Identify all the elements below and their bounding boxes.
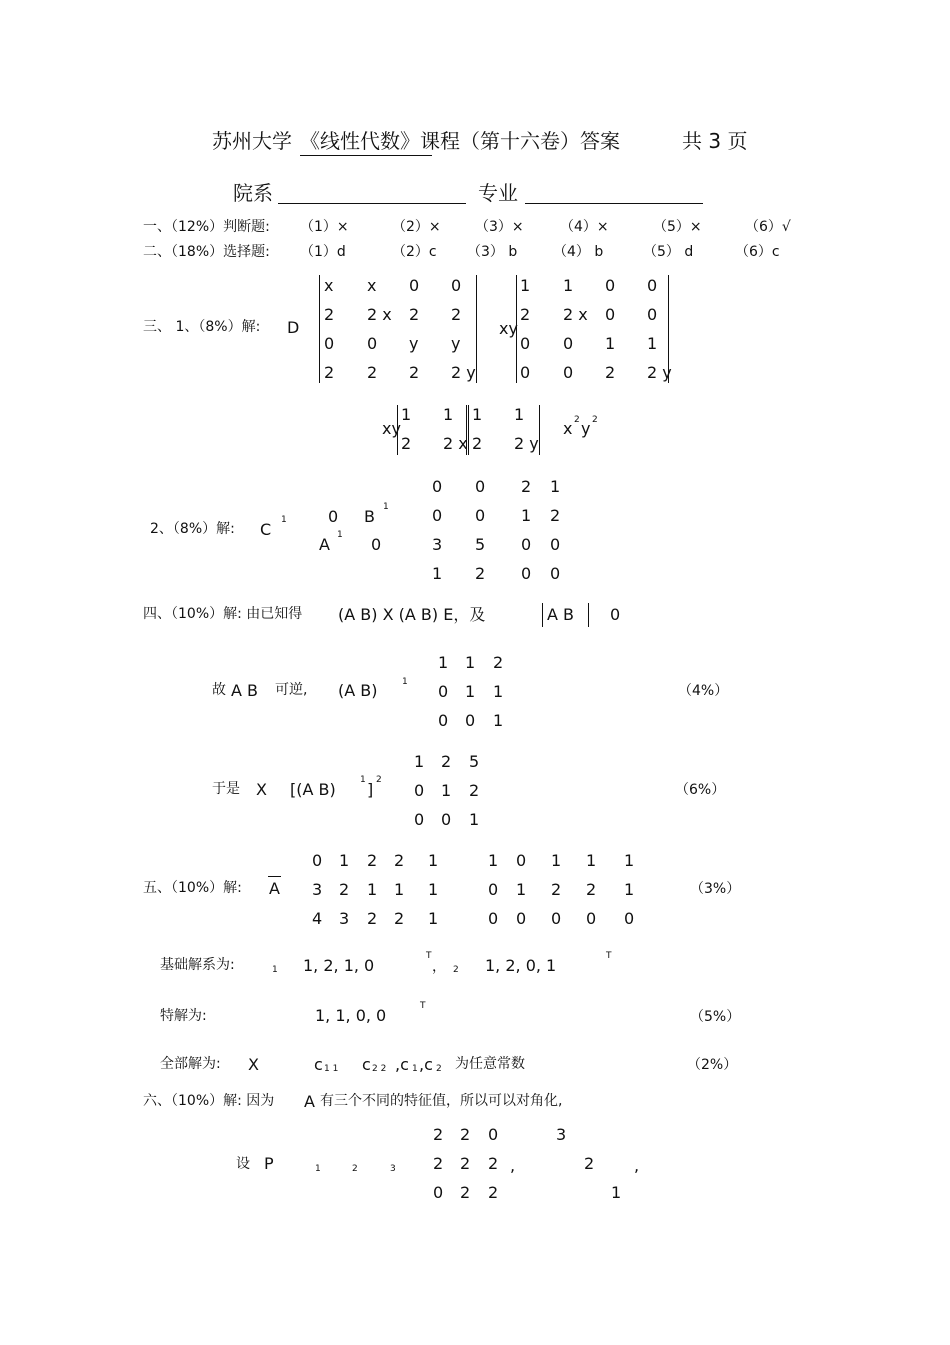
symbol-X: X: [256, 780, 267, 799]
matrix-cell: 0: [550, 535, 561, 554]
general-const-c1: ,c: [395, 1055, 409, 1074]
matrix-cell: 1: [367, 880, 378, 899]
general-c2: c: [362, 1055, 371, 1074]
q2-answer: （6）c: [735, 244, 780, 260]
det-symbol-D: D: [287, 318, 300, 337]
score-2pct: （2%）: [687, 1057, 738, 1073]
matrix-cell: 2: [409, 363, 420, 382]
x-square-exp: 2: [376, 775, 382, 785]
dept-blank: [278, 203, 466, 204]
matrix-cell: 0: [516, 851, 527, 870]
matrix-cell: 2: [367, 851, 378, 870]
matrix-cell: 1: [469, 810, 480, 829]
matrix-cell: 3: [432, 535, 443, 554]
xi1-sub: 1: [272, 965, 278, 975]
matrix-cell: 2: [460, 1183, 471, 1202]
result-x-exp: 2: [574, 415, 580, 425]
matrix-cell: 2: [409, 305, 420, 324]
matrix-cell: 1: [624, 851, 635, 870]
comma-1: ,: [510, 1156, 516, 1175]
matrix-cell: 0: [647, 276, 658, 295]
matrix-cell: 4: [312, 909, 323, 928]
matrix-cell: 2: [520, 305, 531, 324]
matrix-cell: 1: [488, 851, 499, 870]
matrix-cell: 3: [339, 909, 350, 928]
A-bar-line: [268, 876, 281, 877]
matrix-cell: 2: [451, 305, 462, 324]
set-label: 设: [236, 1156, 250, 1172]
matrix-cell: 0: [488, 909, 499, 928]
score-4pct: （4%）: [678, 683, 729, 699]
matrix-cell: 0: [465, 711, 476, 730]
general-const-c2-sub: 2: [436, 1064, 442, 1074]
matrix-cell: y: [409, 334, 419, 353]
symbol-P: P: [264, 1154, 274, 1173]
diag-2: 2: [584, 1154, 595, 1173]
matrix-cell: 0: [367, 334, 378, 353]
general-label: 全部解为:: [160, 1056, 221, 1072]
p-sub-1: 1: [315, 1164, 321, 1174]
p-sub-3: 3: [390, 1164, 396, 1174]
matrix-cell: 2: [493, 653, 504, 672]
matrix-cell: 0: [441, 810, 452, 829]
comma-2: ,: [634, 1156, 640, 1175]
matrix-cell: 2: [367, 909, 378, 928]
matrix-cell: 0: [438, 711, 449, 730]
matrix-cell: 1: [432, 564, 443, 583]
matrix-cell: 0: [488, 1125, 499, 1144]
general-c2-sub: 2 2: [372, 1064, 387, 1074]
matrix-cell: 0: [414, 781, 425, 800]
matrix-cell: 0: [550, 564, 561, 583]
q1-answer: （6）√: [745, 219, 791, 235]
matrix-cell: 0: [414, 810, 425, 829]
matrix-cell: 2 y: [514, 434, 539, 453]
title-prefix: 苏州大学: [212, 129, 292, 153]
general-const-c2: ,c: [419, 1055, 433, 1074]
matrix-cell: 2: [394, 909, 405, 928]
basis-T2: T: [606, 951, 612, 961]
title-underline: [300, 155, 432, 156]
matrix-cell: 2: [324, 363, 335, 382]
matrix-cell: 0: [520, 334, 531, 353]
q2-answer: （3） b: [467, 244, 518, 260]
matrix-cell: 1: [428, 851, 439, 870]
factor-xy: xy: [499, 319, 518, 338]
matrix-cell: 2: [475, 564, 486, 583]
matrix-cell: 0: [438, 682, 449, 701]
matrix-cell: 2: [469, 781, 480, 800]
det1-left-bar: [319, 275, 320, 383]
matrix-cell: 1: [624, 880, 635, 899]
q3-label-2: 2、（8%）解:: [150, 521, 235, 537]
factor-xy-2: xy: [382, 419, 401, 438]
matrix-cell: 1: [551, 851, 562, 870]
q6-label: 六、（10%）解: 因为: [143, 1093, 275, 1109]
matrix-cell: 2 y: [647, 363, 672, 382]
matrix-cell: 1: [443, 405, 454, 424]
matrix-cell: 2: [488, 1183, 499, 1202]
matrix-cell: 1: [563, 276, 574, 295]
invertible-text: 可逆,: [275, 682, 308, 698]
matrix-cell: 1: [586, 851, 597, 870]
matrix-cell: 2: [488, 1154, 499, 1173]
q1-label: 一、（12%）判断题:: [143, 219, 270, 235]
matrix-cell: 1: [414, 752, 425, 771]
matrix-cell: 0: [432, 477, 443, 496]
det4-right-bar: [539, 405, 540, 455]
basis-T1: T: [426, 951, 432, 961]
x-expression-close: ]: [367, 780, 374, 799]
matrix-cell: 0: [516, 909, 527, 928]
matrix-cell: 2: [460, 1125, 471, 1144]
q1-answer: （2）×: [392, 219, 441, 235]
matrix-cell: 5: [469, 752, 480, 771]
matrix-cell: 1: [605, 334, 616, 353]
matrix-cell: y: [451, 334, 461, 353]
diag-1: 3: [556, 1125, 567, 1144]
matrix-cell: 2: [605, 363, 616, 382]
q4-label: 四、（10%）解: 由已知得: [143, 606, 303, 622]
q3-label-1: 三、 1、（8%）解:: [143, 319, 261, 335]
dept-label: 院系: [233, 181, 273, 205]
q2-answer: （1）d: [300, 244, 346, 260]
result-x: x: [563, 419, 573, 438]
general-X: X: [248, 1055, 259, 1074]
q1-answer: （1）×: [300, 219, 349, 235]
det1-right-bar: [476, 275, 477, 383]
matrix-cell: 5: [475, 535, 486, 554]
matrix-cell: 1: [428, 880, 439, 899]
matrix-cell: 1: [647, 334, 658, 353]
inverse-expr: (A B): [338, 681, 378, 700]
matrix-cell: 0: [563, 334, 574, 353]
general-c1: c: [314, 1055, 323, 1074]
q1-answer: （5）×: [653, 219, 702, 235]
matrix-cell: 1: [521, 506, 532, 525]
x-expression: [(A B): [290, 780, 336, 799]
matrix-cell: 2 x: [563, 305, 588, 324]
det2-left-bar: [516, 275, 517, 383]
matrix-cell: 2 x: [443, 434, 468, 453]
matrix-cell: 0: [488, 880, 499, 899]
matrix-cell: 1: [550, 477, 561, 496]
therefore-label: 故: [212, 682, 226, 698]
det-ab: A B: [547, 605, 575, 624]
matrix-cell: 0: [605, 276, 616, 295]
inverse-exp: 1: [402, 677, 408, 687]
q1-answer: （3）×: [475, 219, 524, 235]
p-sub-2: 2: [352, 1164, 358, 1174]
matrix-cell: 2: [324, 305, 335, 324]
q6-A: A: [304, 1092, 315, 1111]
matrix-cell: 0: [551, 909, 562, 928]
matrix-cell: 1: [401, 405, 412, 424]
block-zero-2: 0: [371, 535, 382, 554]
matrix-cell: 0: [605, 305, 616, 324]
q6-text: 有三个不同的特征值，所以可以对角化,: [320, 1093, 563, 1109]
matrix-cell: 0: [475, 506, 486, 525]
matrix-cell: 0: [624, 909, 635, 928]
matrix-cell: 1: [520, 276, 531, 295]
matrix-cell: 0: [563, 363, 574, 382]
det-ab-right-bar: [588, 603, 589, 627]
diag-3: 1: [611, 1183, 622, 1202]
matrix-cell: x: [324, 276, 334, 295]
block-A: A: [319, 535, 330, 554]
title-suffix: 课程（第十六卷）答案: [420, 129, 620, 153]
det-zero: 0: [610, 605, 621, 624]
matrix-cell: 2: [367, 363, 378, 382]
matrix-cell: 1: [441, 781, 452, 800]
matrix-cell: 1: [516, 880, 527, 899]
det3-left-bar: [397, 405, 398, 455]
matrix-cell: 0: [520, 363, 531, 382]
q2-answer: （2）c: [392, 244, 437, 260]
particular-T: T: [420, 1001, 426, 1011]
matrix-cell: 2: [339, 880, 350, 899]
matrix-cell: 2: [586, 880, 597, 899]
matrix-cell: 2: [460, 1154, 471, 1173]
block-zero-1: 0: [328, 507, 339, 526]
matrix-cell: 1: [465, 682, 476, 701]
page-count: 共 3 页: [682, 129, 748, 153]
det-ab-left-bar: [542, 603, 543, 627]
matrix-cell: 0: [324, 334, 335, 353]
matrix-cell: 1: [493, 682, 504, 701]
basis-comma: ，: [432, 959, 446, 975]
matrix-cell: 0: [409, 276, 420, 295]
matrix-cell: 1: [438, 653, 449, 672]
matrix-cell: 0: [312, 851, 323, 870]
major-label: 专业: [478, 181, 518, 205]
matrix-cell: 1: [472, 405, 483, 424]
xi2-sub: 2: [453, 965, 459, 975]
matrix-cell: x: [367, 276, 377, 295]
q4-equation: (A B) X (A B) E，及: [338, 605, 486, 624]
score-3pct: （3%）: [690, 881, 741, 897]
matrix-cell: 0: [433, 1183, 444, 1202]
general-const-c1-sub: 1: [412, 1064, 418, 1074]
x-inverse-exp: 1: [360, 775, 366, 785]
result-y-exp: 2: [592, 415, 598, 425]
matrix-cell: 1: [493, 711, 504, 730]
therefore-ab: A B: [231, 681, 259, 700]
matrix-cell: 2: [401, 434, 412, 453]
matrix-cell: 0: [432, 506, 443, 525]
matrix-cell: 3: [312, 880, 323, 899]
matrix-cell: 2 x: [367, 305, 392, 324]
particular-vector: 1, 1, 0, 0: [315, 1006, 387, 1025]
matrix-cell: 2 y: [451, 363, 476, 382]
score-5pct: （5%）: [690, 1009, 741, 1025]
matrix-cell: 2: [521, 477, 532, 496]
B-inverse-exp: 1: [383, 502, 389, 512]
particular-label: 特解为:: [160, 1008, 207, 1024]
det4-left-bar: [468, 405, 469, 455]
result-y: y: [581, 419, 591, 438]
matrix-cell: 2: [550, 506, 561, 525]
thus-label: 于是: [212, 781, 240, 797]
matrix-cell: 1: [465, 653, 476, 672]
matrix-cell: 0: [586, 909, 597, 928]
matrix-cell: 2: [551, 880, 562, 899]
score-6pct: （6%）: [675, 782, 726, 798]
matrix-cell: 2: [433, 1154, 444, 1173]
q5-label: 五、（10%）解:: [143, 880, 242, 896]
matrix-cell: 1: [514, 405, 525, 424]
matrix-cell: 2: [441, 752, 452, 771]
q1-answer: （4）×: [560, 219, 609, 235]
basis-vector-2: 1, 2, 0, 1: [485, 956, 557, 975]
matrix-cell: 0: [521, 535, 532, 554]
matrix-cell: 1: [428, 909, 439, 928]
basis-label: 基础解系为:: [160, 957, 235, 973]
general-note: 为任意常数: [455, 1056, 525, 1072]
matrix-cell: 2: [472, 434, 483, 453]
title-course: 《线性代数》: [300, 129, 420, 153]
C-inverse-exp: 1: [281, 515, 287, 525]
matrix-cell: 0: [451, 276, 462, 295]
major-blank: [525, 203, 703, 204]
q2-answer: （5） d: [643, 244, 694, 260]
matrix-cell: 0: [521, 564, 532, 583]
matrix-cell: 1: [394, 880, 405, 899]
q2-label: 二、（18%）选择题:: [143, 244, 270, 260]
general-c1-sub: 1 1: [324, 1064, 339, 1074]
A-inverse-exp: 1: [337, 530, 343, 540]
symbol-C: C: [260, 520, 272, 539]
basis-vector-1: 1, 2, 1, 0: [303, 956, 375, 975]
matrix-cell: 2: [394, 851, 405, 870]
matrix-cell: 2: [433, 1125, 444, 1144]
matrix-cell: 1: [339, 851, 350, 870]
block-B: B: [364, 507, 375, 526]
matrix-cell: 0: [647, 305, 658, 324]
augmented-A: A: [269, 879, 280, 898]
matrix-cell: 0: [475, 477, 486, 496]
q2-answer: （4） b: [553, 244, 604, 260]
